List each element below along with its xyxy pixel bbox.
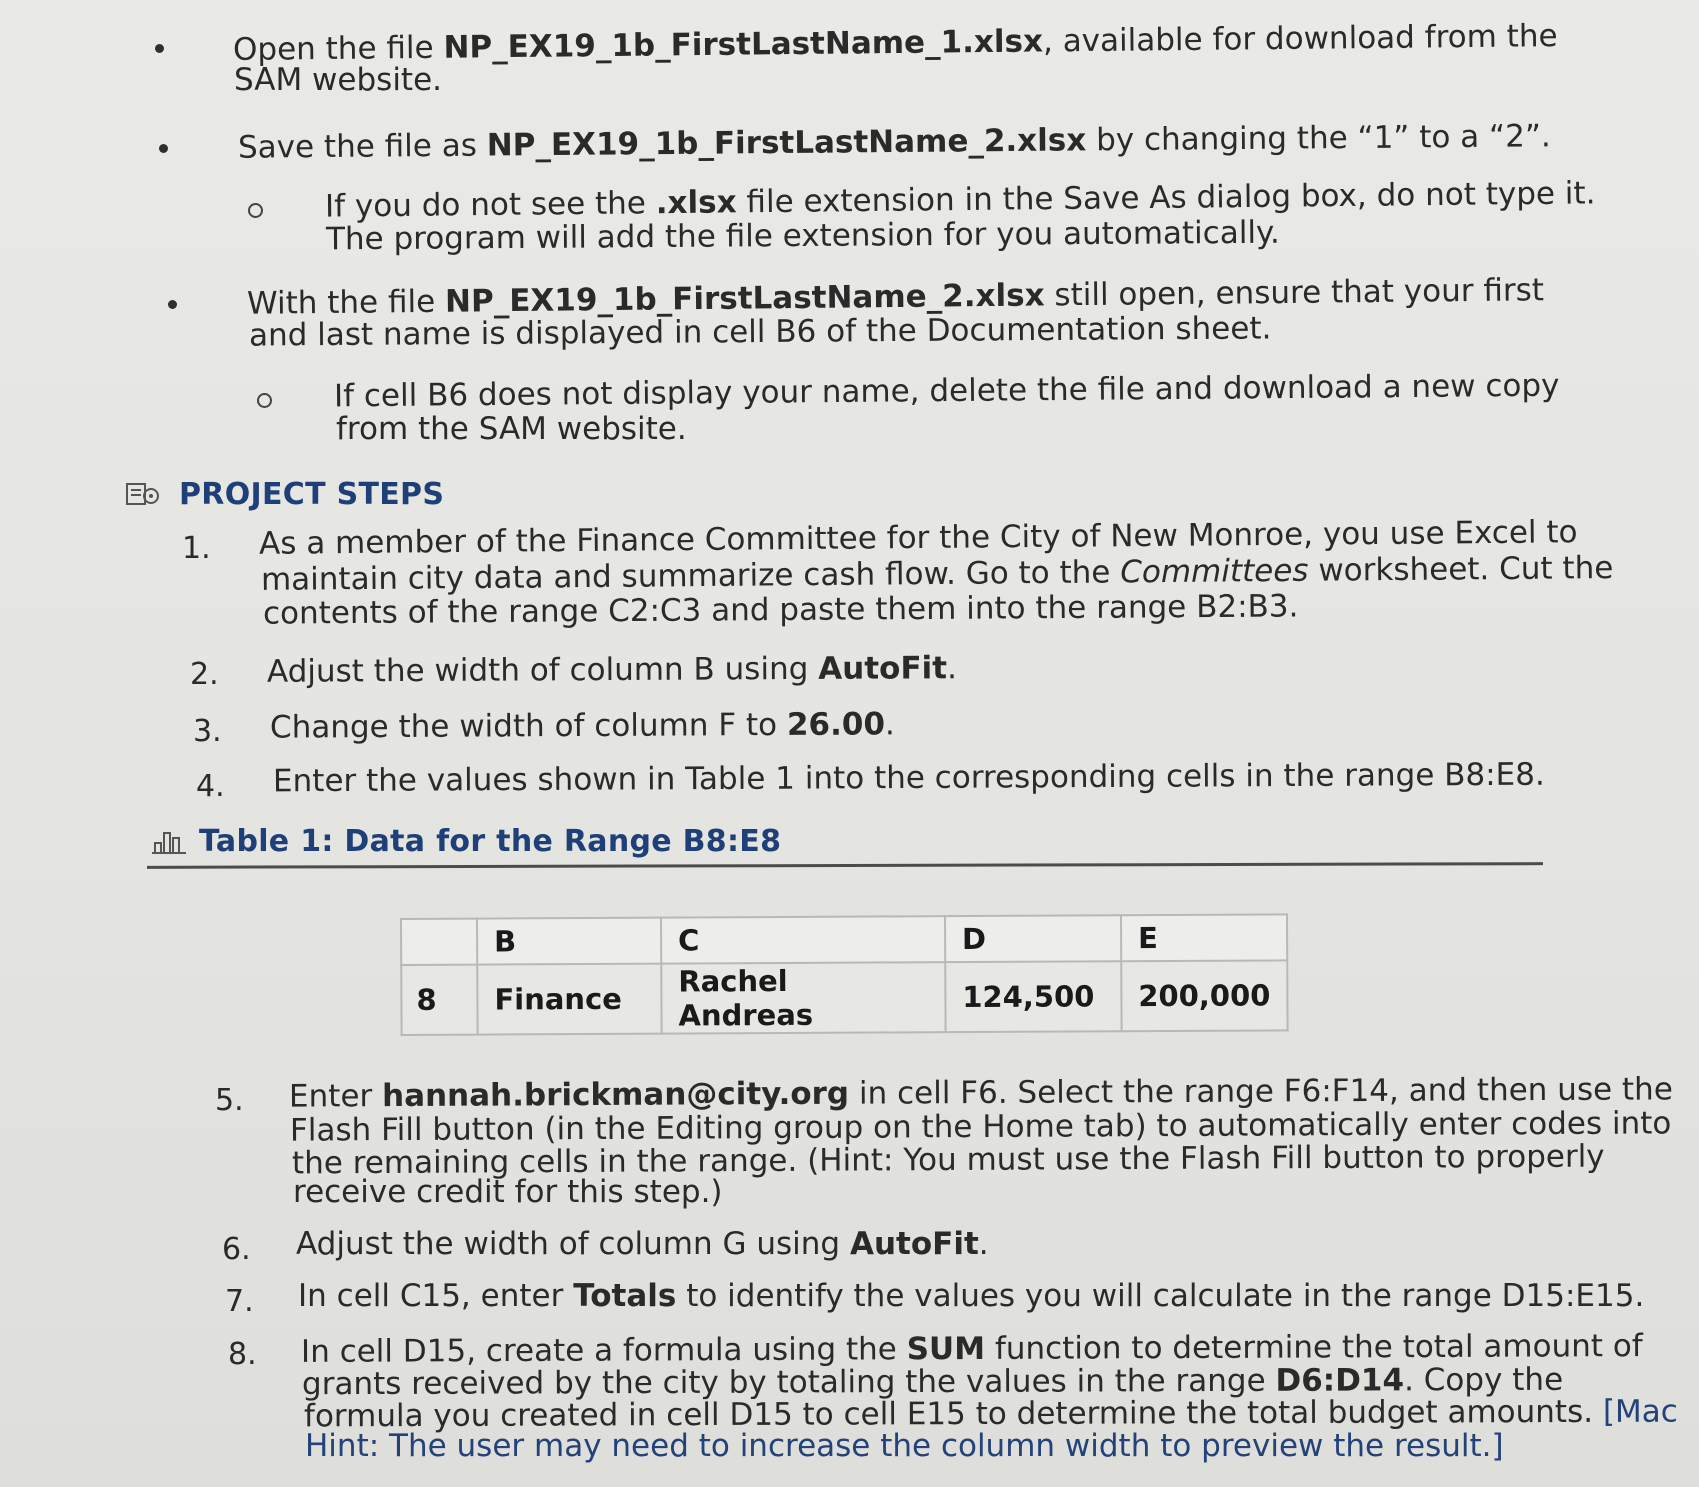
setup-item-open-file-line2: SAM website.: [234, 62, 443, 98]
bullet-marker: [159, 144, 168, 153]
text: Enter: [288, 1078, 383, 1115]
table-row-header: 8: [401, 965, 477, 1035]
setup-subitem-extension-line2: The program will add the file extension for you automatically.: [325, 214, 1280, 258]
keyword: Totals: [573, 1278, 677, 1314]
step-5-line3: the remaining cells in the range. (Hint: You must use the Flash Fill button to properly: [291, 1138, 1605, 1182]
sub-bullet-marker: [257, 393, 272, 408]
step-4: Enter the values shown in Table 1 into the corresponding cells in the range B8:E8.: [272, 756, 1545, 800]
step-6: [296, 1226, 989, 1263]
text: worksheet. Cut the: [1308, 550, 1614, 589]
bullet-marker: [155, 44, 164, 53]
text: With the file: [246, 283, 446, 322]
text: Adjust the width of column G using: [296, 1226, 850, 1262]
table-header-cell: D: [945, 915, 1121, 962]
bullet-marker: [168, 300, 177, 309]
step-3: [270, 706, 895, 746]
file-name: NP_EX19_1b_FirstLastName_2.xlsx: [486, 122, 1087, 164]
text: .: [978, 1226, 989, 1262]
range-value: D6:D14: [1275, 1362, 1405, 1399]
text: Save the file as: [237, 127, 487, 166]
setup-item-verify-name-line2: and last name is displayed in cell B6 of the Documentation sheet.: [248, 310, 1272, 354]
keyword: AutoFit: [849, 1226, 979, 1262]
table-corner-cell: [401, 919, 477, 965]
text: Adjust the width of column B using: [266, 650, 819, 690]
step-1-line3: contents of the range C2:C3 and paste them into the range B2:B3.: [262, 588, 1299, 632]
text: maintain city data and summarize cash flow. Go to the: [260, 554, 1121, 598]
step-number: 2.: [190, 657, 219, 692]
text: file extension in the Save As dialog box, do not type it.: [736, 175, 1596, 221]
project-steps-icon: [125, 481, 161, 509]
step-number: 7.: [225, 1284, 254, 1319]
table-header-cell: C: [661, 916, 945, 963]
step-number: 3.: [193, 714, 222, 749]
project-steps-heading: PROJECT STEPS: [179, 477, 445, 512]
step-5-line4: receive credit for this step.): [293, 1174, 723, 1210]
extension: .xlsx: [655, 184, 737, 222]
value: 26.00: [786, 706, 886, 743]
setup-item-save-file: [238, 118, 1551, 166]
step-number: 6.: [222, 1232, 251, 1267]
step-5-line2: Flash Fill button (in the Editing group on the Home tab) to automatically enter codes into: [289, 1105, 1672, 1149]
heading-divider: [147, 862, 1543, 869]
text: to identify the values you will calculate in the range D15:E15.: [676, 1278, 1645, 1314]
table-header-row: [401, 914, 1287, 965]
text: If you do not see the: [324, 185, 656, 225]
step-number: 4.: [196, 769, 225, 804]
worksheet-name: Committees: [1120, 552, 1309, 591]
step-number: 5.: [215, 1083, 244, 1118]
table-cell: 124,500: [945, 961, 1121, 1032]
text: Open the file: [232, 29, 444, 68]
file-name: NP_EX19_1b_FirstLastName_2.xlsx: [444, 277, 1045, 320]
table-1: [400, 913, 1289, 1036]
table-cell: 200,000: [1121, 960, 1287, 1031]
step-number: 8.: [228, 1337, 257, 1372]
table-cell: Finance: [477, 964, 661, 1035]
step-2: [267, 650, 957, 691]
text: Change the width of column F to: [269, 706, 788, 746]
step-number: 1.: [182, 531, 211, 566]
text: by changing the “1” to a “2”.: [1086, 118, 1551, 159]
table-icon: [151, 829, 187, 855]
text: still open, ensure that your first: [1044, 272, 1545, 314]
function-name: SUM: [906, 1330, 986, 1368]
text: .: [946, 650, 957, 687]
mac-hint: [Mac: [1602, 1393, 1678, 1430]
table-1-title: Table 1: Data for the Range B8:E8: [199, 824, 782, 859]
text: .: [884, 706, 895, 743]
step-1-line1: As a member of the Finance Committee for the City of New Monroe, you use Excel to: [258, 514, 1578, 562]
text: function to determine the total amount of: [984, 1328, 1643, 1367]
setup-subitem-redownload-line2: from the SAM website.: [336, 411, 687, 447]
step-8-mac-hint: Hint: The user may need to increase the column width to preview the result.]: [305, 1428, 1504, 1464]
step-7: [298, 1278, 1644, 1315]
text: In cell C15, enter: [298, 1278, 574, 1314]
text: in cell F6. Select the range F6:F14, and then use the: [848, 1071, 1673, 1112]
table-cell: Rachel Andreas: [661, 962, 945, 1033]
text: , available for download from the: [1042, 18, 1558, 60]
text: grants received by the city by totaling the values in the range: [301, 1362, 1276, 1403]
sub-bullet-marker: [248, 203, 263, 218]
keyword: AutoFit: [818, 650, 948, 687]
table-row: [401, 960, 1287, 1035]
text: . Copy the: [1403, 1361, 1564, 1399]
table-header-cell: E: [1121, 914, 1287, 961]
text: formula you created in cell D15 to cell E15 to determine the total budget amounts.: [303, 1393, 1603, 1435]
table-header-cell: B: [477, 918, 661, 965]
text: In cell D15, create a formula using the: [300, 1331, 907, 1370]
setup-subitem-redownload: If cell B6 does not display your name, delete the file and download a new copy: [333, 367, 1560, 415]
email-value: hannah.brickman@city.org: [381, 1075, 850, 1115]
file-name: NP_EX19_1b_FirstLastName_1.xlsx: [443, 23, 1044, 66]
